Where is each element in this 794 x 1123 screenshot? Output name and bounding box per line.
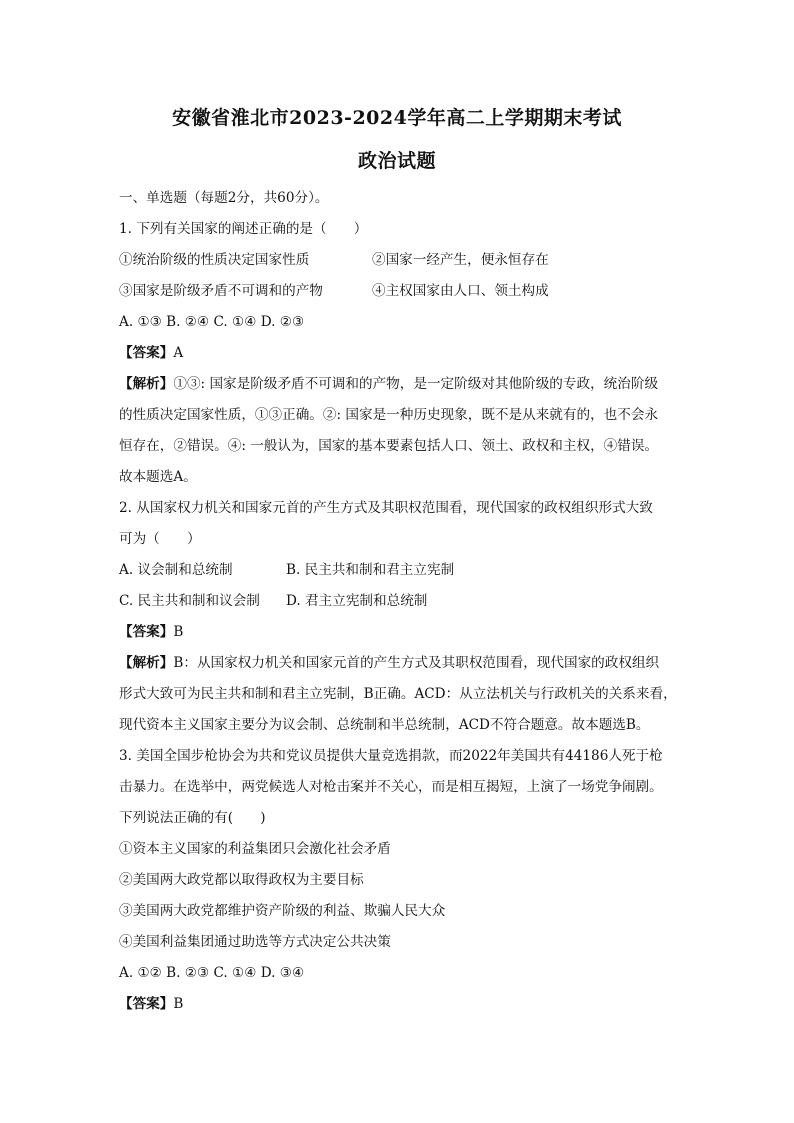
question-3-stem-line-1: 3. 美国全国步枪协会为共和党议员提供大量竞选捐款，而2022年美国共有44186人死于枪: [119, 748, 663, 764]
question-3-option-3: ③美国两大政党都维护资产阶级的利益、欺骗人民大众: [119, 903, 446, 919]
question-1-analysis-line-2: 的性质决定国家性质，①③正确。②: 国家是一种历史现象，既不是从来就有的，也不会永: [119, 407, 659, 423]
question-2-options-row-2: [119, 586, 684, 617]
question-1-answer: [119, 338, 684, 369]
question-1-option-3: ③国家是阶级矛盾不可调和的产物: [119, 283, 323, 299]
question-3-option-2: ②美国两大政党都以取得政权为主要目标: [119, 872, 364, 888]
question-3-choices: A. ①② B. ②③ C. ①④ D. ③④: [119, 965, 305, 981]
question-1-options-row-2: [119, 276, 684, 307]
question-1-option-1: ①统治阶级的性质决定国家性质: [119, 252, 310, 268]
question-3-stem-line-3: 下列说法正确的有( ): [119, 810, 266, 826]
question-1-choices: A. ①③ B. ②④ C. ①④ D. ②③: [119, 314, 305, 330]
question-1-analysis-line-4: 故本题选A。: [119, 469, 197, 485]
question-2-options-row-1: [119, 555, 684, 586]
answer-value: B: [173, 996, 184, 1012]
question-1-analysis-line-1: [119, 369, 684, 400]
question-3-option-4: ④美国利益集团通过助选等方式决定公共决策: [119, 934, 391, 950]
document-title: 安徽省淮北市2023-2024学年高二上学期期末考试: [172, 107, 622, 129]
analysis-text: B：从国家权力机关和国家元首的产生方式及其职权范围看，现代国家的政权组织: [173, 655, 660, 671]
question-1-option-4: ④主权国家由人口、领土构成: [372, 283, 549, 299]
question-2-answer: [119, 617, 684, 648]
question-2-analysis-line-1: [119, 648, 684, 679]
answer-tag: 【答案】: [119, 624, 174, 640]
answer-value: A: [173, 345, 184, 361]
question-1-stem: 1. 下列有关国家的阐述正确的是（ ）: [119, 221, 368, 237]
question-3-stem-line-2: 击暴力。在选举中，两党候选人对枪击案并不关心，而是相互揭短，上演了一场党争闹剧。: [119, 779, 663, 795]
question-2-analysis-line-3: 现代资本主义国家主要分为议会制、总统制和半总统制，ACD不符合题意。故本题选B。: [119, 717, 650, 733]
question-2-option-b: B. 民主共和制和君主立宪制: [286, 562, 455, 578]
analysis-text: ①③: 国家是阶级矛盾不可调和的产物，是一定阶级对其他阶级的专政，统治阶级: [173, 376, 659, 392]
analysis-tag: 【解析】: [119, 376, 174, 392]
section-heading: 一、单选题（每题2分，共60分）。: [119, 190, 329, 206]
question-2-option-d: D. 君主立宪制和总统制: [286, 593, 428, 609]
question-2-stem-line-1: 2. 从国家权力机关和国家元首的产生方式及其职权范围看，现代国家的政权组织形式大致: [119, 500, 653, 516]
question-1-option-2: ②国家一经产生，便永恒存在: [372, 252, 549, 268]
question-1-analysis-line-3: 恒存在，②错误。④: 一般认为，国家的基本要素包括人口、领土、政权和主权，④错误。: [119, 438, 659, 454]
document-body: [119, 183, 684, 1020]
answer-value: B: [173, 624, 184, 640]
answer-tag: 【答案】: [119, 996, 174, 1012]
analysis-tag: 【解析】: [119, 655, 174, 671]
question-2-analysis-line-2: 形式大致可为民主共和制和君主立宪制，B正确。ACD：从立法机关与行政机关的关系来看，: [119, 686, 677, 702]
question-2-option-c: C. 民主共和制和议会制: [119, 593, 260, 609]
question-2-stem-line-2: 可为（ ）: [119, 531, 201, 547]
question-2-option-a: A. 议会制和总统制: [119, 562, 233, 578]
question-3-option-1: ①资本主义国家的利益集团只会激化社会矛盾: [119, 841, 391, 857]
answer-tag: 【答案】: [119, 345, 174, 361]
question-3-answer: [119, 989, 684, 1020]
question-1-options-row-1: [119, 245, 684, 276]
document-subtitle: 政治试题: [357, 150, 436, 172]
